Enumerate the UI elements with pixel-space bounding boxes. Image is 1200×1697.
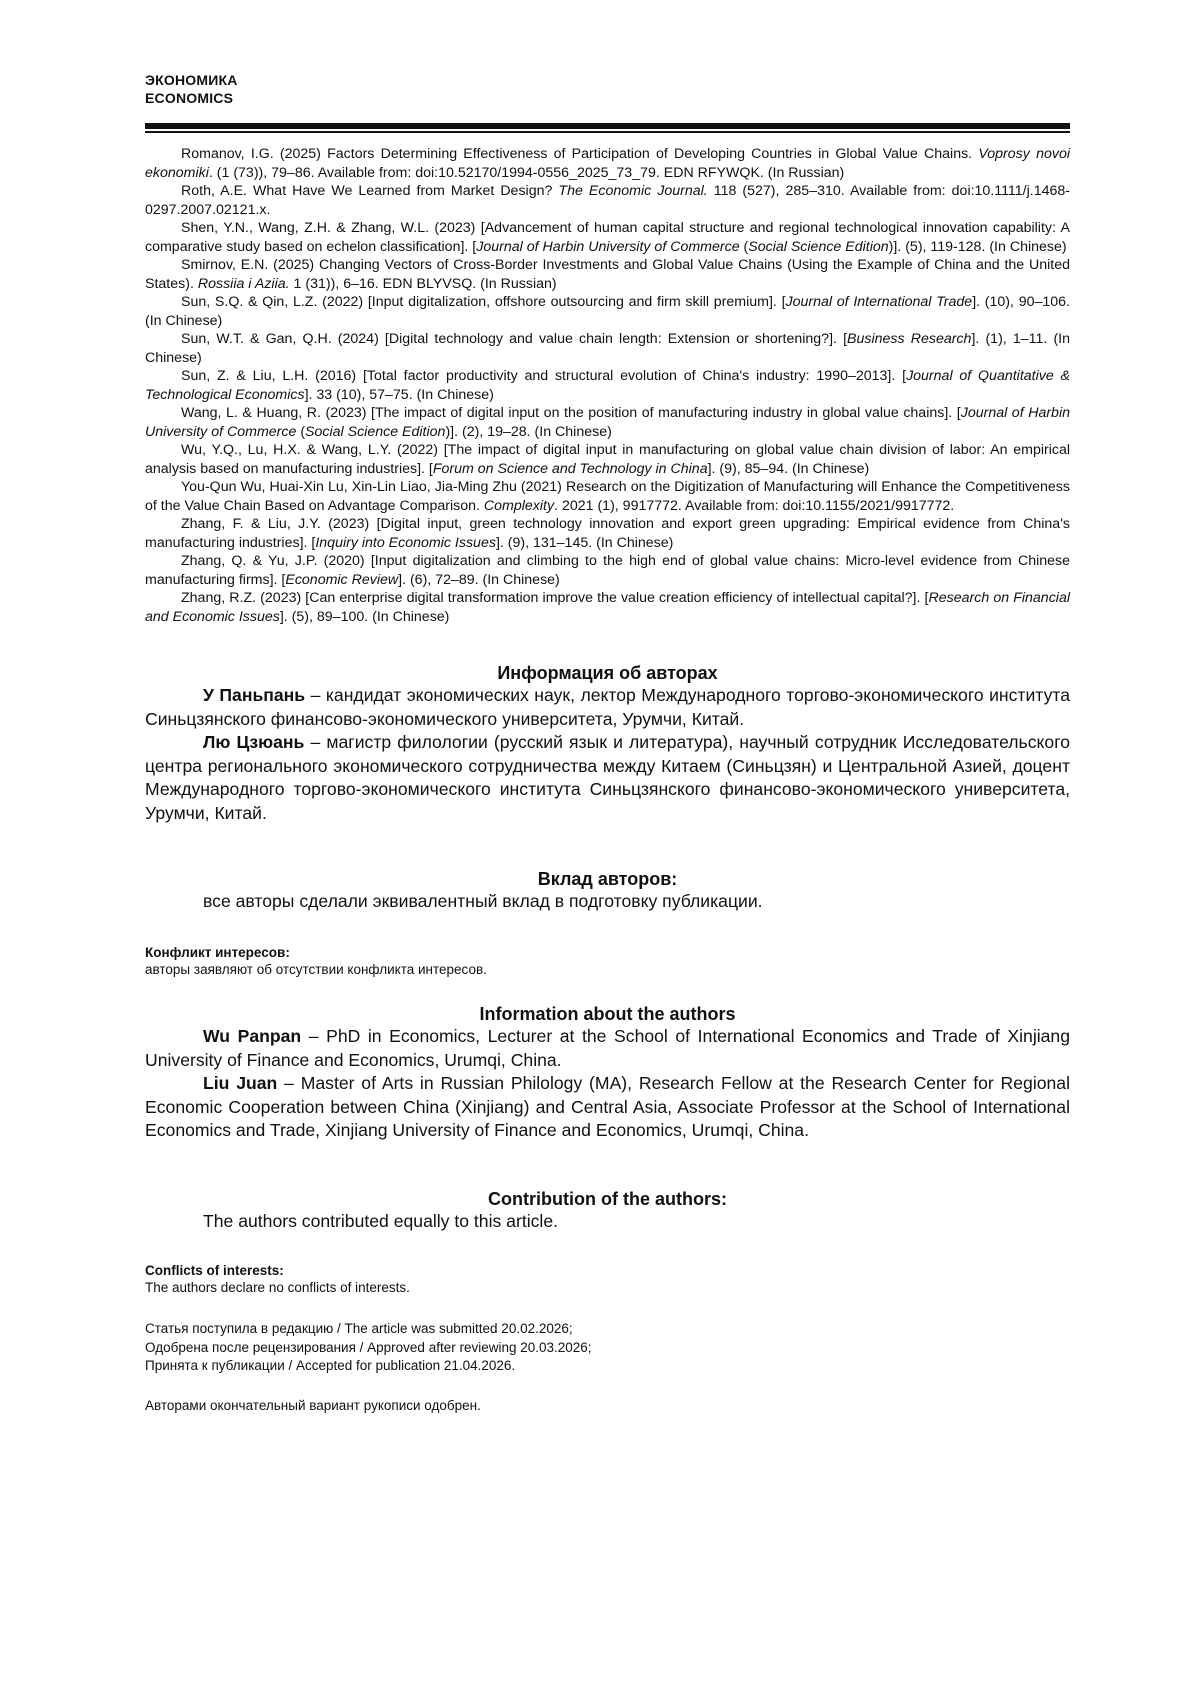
reference-source-italic: Research on Financial and Economic Issues [145, 590, 1070, 625]
final-approval-note: Авторами окончательный вариант рукописи одобрен. [145, 1398, 481, 1413]
reference-text: )]. (5), 119-128. (In Chinese) [888, 238, 1067, 255]
conflict-ru [145, 944, 1070, 978]
header-rule-thick [145, 123, 1070, 129]
reference-text: ]. (5), 89–100. (In Chinese) [279, 608, 450, 625]
reference-text: 118 (527), 285–310. Available from: doi:10.1111/j.1468-0297.2007.02121.x. [145, 183, 1070, 218]
reference-source-italic: Forum on Science and Technology in China [432, 460, 708, 477]
reference-text: Shen, Y.N., Wang, Z.H. & Zhang, W.L. (2023) [Advancement of human capital structure and regional technological innovation capability: A comparative study based on echelon classification]. [ [145, 220, 1070, 255]
reference-text: ]. (1), 1–11. (In Chinese) [145, 331, 1070, 366]
reference-source-italic: Economic Review [285, 571, 399, 588]
reference-text: Zhang, Q. & Yu, J.P. (2020) [Input digitalization and climbing to the high end of global value chains: Micro-level evidence from Chinese manufacturing firms]. [ [145, 553, 1070, 588]
contribution-ru-text: все авторы сделали эквивалентный вклад в подготовку публикации. [203, 891, 763, 911]
reference-source-italic: Inquiry into Economic Issues [315, 534, 496, 551]
author-2-en [145, 1072, 1070, 1143]
author-2-ru-text: – магистр филологии (русский язык и литература), научный сотрудник Исследовательского центра регионального экономического сотрудничества между Китаем (Синьцзян) и Центральной Азией, доцент Международного торгово-экономического института Синьцзянского финансово-экономического университета, Урумчи, Китай. [145, 732, 1071, 823]
author-1-en-name: Wu Panpan [203, 1026, 302, 1046]
authors-info-en [145, 1003, 1070, 1143]
reference-text: ]. (10), 90–106. (In Chinese) [145, 294, 1070, 329]
reference-source-italic: Journal of Quantitative & Technological Economics [145, 368, 1070, 403]
reference-text: Smirnov, E.N. (2025) Changing Vectors of Cross-Border Investments and Global Value Chains (Using the Example of China and the United States). [145, 257, 1070, 292]
author-2-en-text: – Master of Arts in Russian Philology (MA), Research Fellow at the Research Center for Regional Economic Cooperation between China (Xinjiang) and Central Asia, Associate Professor at the School of International Economics and Trade, Xinjiang University of Finance and Economics, Urumqi, China. [145, 1073, 1070, 1140]
reference-text: Zhang, R.Z. (2023) [Can enterprise digital transformation improve the value creation efficiency of intellectual capital?]. [ [181, 590, 929, 606]
article-dates [145, 1320, 1070, 1376]
reference-text: )]. (2), 19–28. (In Chinese) [445, 423, 612, 440]
reference-entry [145, 552, 1070, 589]
reference-entry [145, 293, 1070, 330]
journal-section-header [145, 71, 238, 107]
reference-text: Wang, L. & Huang, R. (2023) [The impact of digital input on the position of manufacturing industry in global value chains]. [ [181, 405, 961, 421]
author-1-ru-text: – кандидат экономических наук, лектор Международного торгово-экономического института Синьцзянского финансово-экономического университета, Урумчи, Китай. [145, 685, 1071, 729]
reference-text: Wu, Y.Q., Lu, H.X. & Wang, L.Y. (2022) [The impact of digital input in manufacturing on global value chain division of labor: An empirical analysis based on manufacturing industries]. [ [145, 442, 1070, 477]
contribution-en [145, 1188, 1070, 1234]
conflict-ru-title: Конфликт интересов: [145, 945, 290, 960]
reference-text: ( [296, 423, 306, 440]
reference-entry [145, 441, 1070, 478]
conflict-en-text: The authors declare no conflicts of interests. [145, 1280, 410, 1295]
reference-entry [145, 256, 1070, 293]
authors-info-ru-title: Информация об авторах [497, 663, 718, 683]
date-accepted: Принята к публикации / Accepted for publication 21.04.2026. [145, 1358, 516, 1373]
contribution-ru-title: Вклад авторов: [537, 869, 678, 889]
reference-source-italic: Voprosy novoi ekonomiki [145, 146, 1070, 181]
authors-info-en-title: Information about the authors [479, 1004, 736, 1024]
authors-info-ru [145, 662, 1070, 825]
reference-text: ( [739, 238, 749, 255]
reference-text: Zhang, F. & Liu, J.Y. (2023) [Digital input, green technology innovation and export green upgrading: Empirical evidence from China's manufacturing industries]. [ [145, 516, 1070, 551]
reference-entry [145, 478, 1070, 515]
reference-source-italic: Rossiia i Aziia. [197, 275, 290, 292]
reference-source-italic: Journal of International Trade [785, 294, 973, 310]
reference-text: ]. (9), 131–145. (In Chinese) [495, 534, 674, 551]
reference-source-italic: Social Science Edition [748, 238, 889, 255]
author-2-ru [145, 731, 1070, 825]
reference-source-italic: Journal of Harbin University of Commerce [476, 238, 740, 255]
reference-text: You-Qun Wu, Huai-Xin Lu, Xin-Lin Liao, Jia-Ming Zhu (2021) Research on the Digitization of Manufacturing will Enhance the Competitiveness of the Value Chain Based on Advantage Comparison. [145, 479, 1070, 514]
reference-text: Roth, A.E. What Have We Learned from Market Design? [181, 183, 559, 199]
reference-entry [145, 219, 1070, 256]
reference-entry [145, 330, 1070, 367]
section-label-ru: ЭКОНОМИКА [145, 72, 238, 88]
reference-entry [145, 367, 1070, 404]
contribution-en-title: Contribution of the authors: [488, 1189, 727, 1209]
author-1-en-text: – PhD in Economics, Lecturer at the School of International Economics and Trade of Xinjiang University of Finance and Economics, Urumqi, China. [145, 1026, 1070, 1070]
reference-text: ]. (9), 85–94. (In Chinese) [707, 460, 870, 477]
author-1-ru [145, 684, 1070, 731]
reference-text: Sun, W.T. & Gan, Q.H. (2024) [Digital technology and value chain length: Extension or shortening?]. [ [181, 331, 848, 347]
reference-list [145, 145, 1070, 626]
reference-text: 1 (31)), 6–16. EDN BLYVSQ. (In Russian) [289, 275, 557, 292]
section-label-en: ECONOMICS [145, 90, 234, 106]
reference-source-italic: The Economic Journal. [558, 183, 708, 199]
reference-entry [145, 589, 1070, 626]
author-1-en [145, 1025, 1070, 1072]
reference-text: Sun, Z. & Liu, L.H. (2016) [Total factor productivity and structural evolution of China's industry: 1990–2013]. [ [181, 368, 907, 384]
reference-text: Romanov, I.G. (2025) Factors Determining Effectiveness of Participation of Developing Countries in Global Value Chains. [181, 146, 979, 162]
reference-text: . (1 (73)), 79–86. Available from: doi:10.52170/1994-0556_2025_73_79. EDN RFYWQK. (In Russian) [208, 164, 845, 181]
date-submitted: Статья поступила в редакцию / The article was submitted 20.02.2026; [145, 1321, 573, 1336]
reference-entry [145, 145, 1070, 182]
reference-source-italic: Complexity [483, 497, 555, 514]
reference-source-italic: Social Science Edition [305, 423, 446, 440]
reference-source-italic: Business Research [847, 331, 972, 347]
author-2-en-name: Liu Juan [203, 1073, 278, 1093]
conflict-ru-text: авторы заявляют об отсутствии конфликта интересов. [145, 962, 487, 977]
contribution-ru [145, 868, 1070, 914]
reference-entry [145, 182, 1070, 219]
conflict-en-title: Conflicts of interests: [145, 1263, 284, 1278]
reference-source-italic: Journal of Harbin University of Commerce [145, 405, 1070, 440]
reference-entry [145, 404, 1070, 441]
conflict-en [145, 1262, 1070, 1296]
header-rule-thin [145, 131, 1070, 133]
author-2-ru-name: Лю Цзюань [203, 732, 305, 752]
reference-entry [145, 515, 1070, 552]
reference-text: Sun, S.Q. & Qin, L.Z. (2022) [Input digitalization, offshore outsourcing and firm skill premium]. [ [181, 294, 786, 310]
date-approved: Одобрена после рецензирования / Approved after reviewing 20.03.2026; [145, 1339, 592, 1355]
reference-text: ]. (6), 72–89. (In Chinese) [398, 571, 560, 588]
author-1-ru-name: У Паньпань [203, 685, 306, 705]
contribution-en-text: The authors contributed equally to this article. [203, 1211, 559, 1231]
reference-text: ]. 33 (10), 57–75. (In Chinese) [304, 386, 494, 403]
reference-text: . 2021 (1), 9917772. Available from: doi:10.1155/2021/9917772. [554, 497, 955, 514]
